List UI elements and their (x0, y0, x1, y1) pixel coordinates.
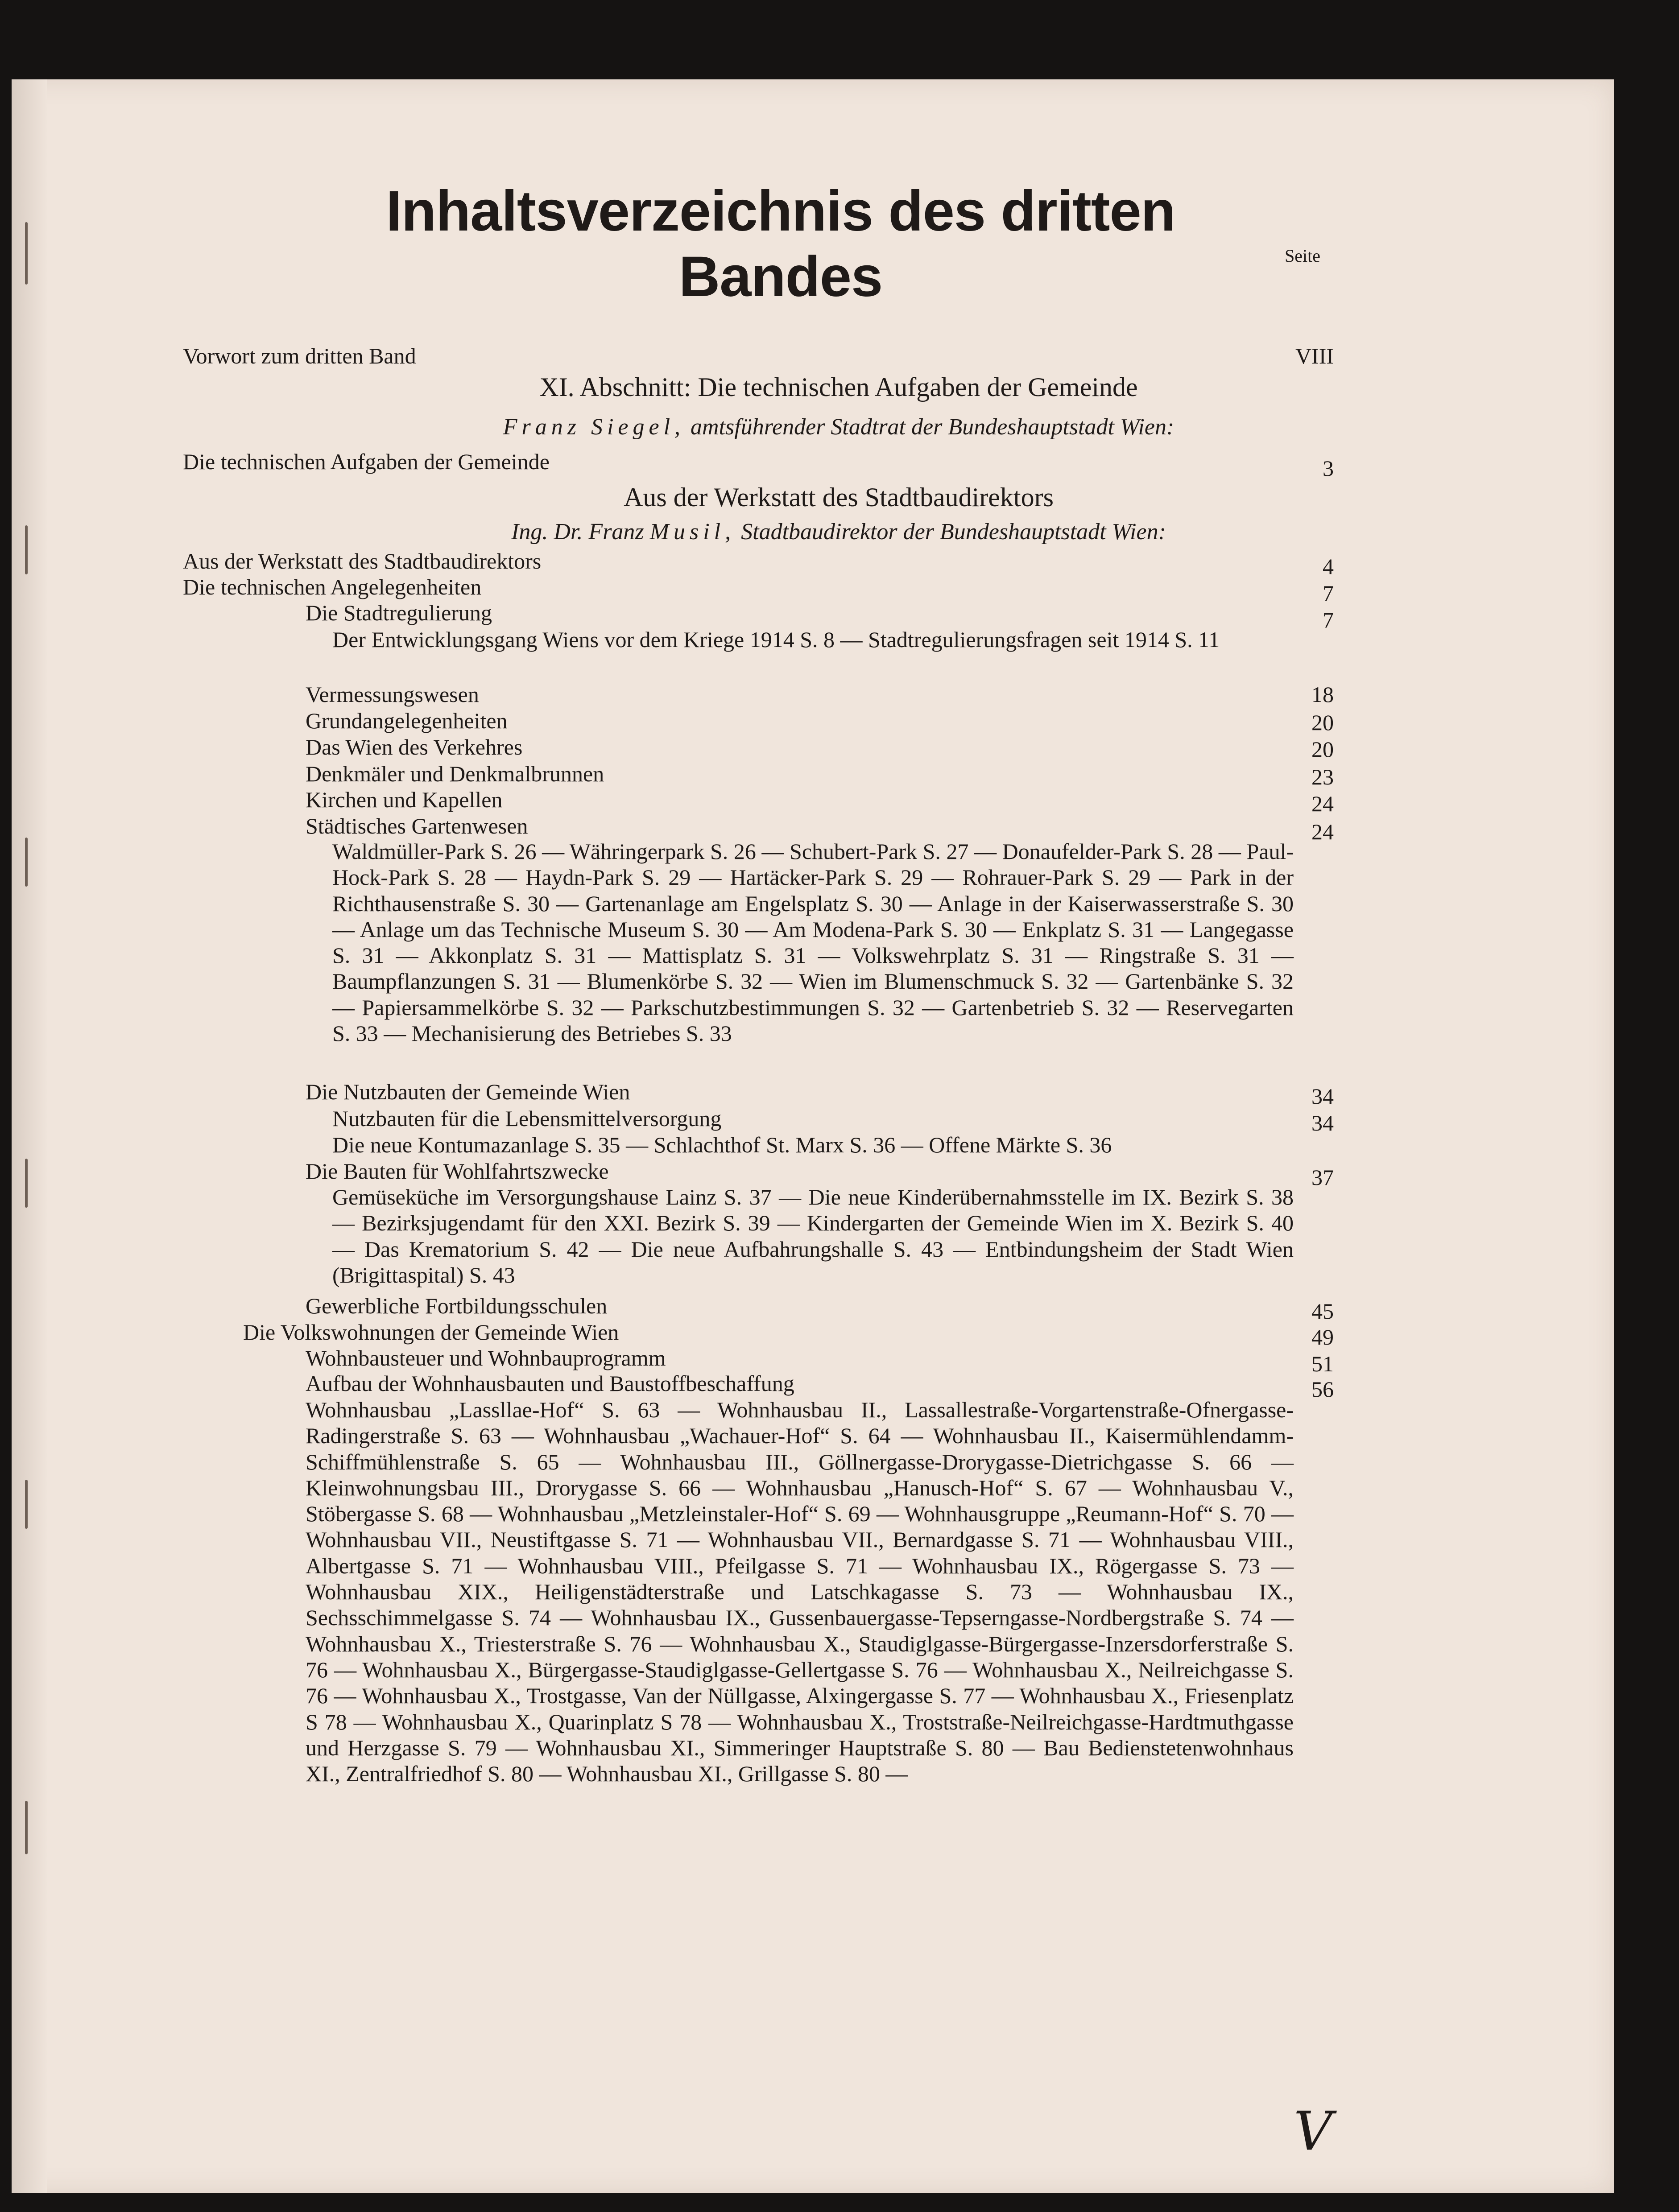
page-title: Inhaltsverzeichnis des dritten Bandes (386, 179, 1175, 309)
toc-page-number: 37 (1311, 1165, 1334, 1190)
toc-entry: Aus der Werkstatt des Stadtbaudirektors (183, 549, 542, 574)
toc-entry: Wohnbausteuer und Wohnbauprogramm (306, 1345, 666, 1370)
toc-entry: Das Wien des Verkehres (306, 735, 523, 759)
author-line-musil (170, 517, 1508, 547)
toc-detail-paragraph: Waldmüller-Park S. 26 — Währingerpark S. 26 — Schubert-Park S. 27 — Donaufelder-Park S. 28 — Paul-Hock-Park S. 28 — Haydn-Park S. 29 — Hartäcker-Park S. 29 — Rohrauer-Park S. 29 — Park in der Richthausenstraße S. 30 — Gartenanlage am Engelsplatz S. 30 — Anlage in der Kaiserwasserstraße S. 30 — Anlage um das Technische Museum S. 30 — Am Modena-Park S. 30 — Enkplatz S. 31 — Langegasse S. 31 — Akkonplatz S. 31 — Mattisplatz S. 31 — Volkswehrplatz S. 31 — Ringstraße S. 31 — Baumpflanzungen S. 31 — Blumenkörbe S. 32 — Wien im Blumenschmuck S. 32 — Gartenbänke S. 32 — Papiersammelkörbe S. 32 — Parkschutzbestimmungen S. 32 — Gartenbetrieb S. 32 — Reservegarten S. 33 — Mechanisierung des Betriebes S. 33 (332, 839, 1294, 1046)
toc-entry: Gewerbliche Fortbildungsschulen (306, 1293, 608, 1318)
toc-entry: Die technischen Aufgaben der Gemeinde (183, 449, 550, 474)
toc-page-number: 24 (1311, 819, 1334, 844)
toc-page-number: 23 (1311, 764, 1334, 789)
author-prefix: Ing. Dr. Franz (511, 519, 644, 545)
toc-detail-paragraph: Gemüseküche im Versorgungshause Lainz S. 37 — Die neue Kinderübernahmsstelle im IX. Bezirk S. 38 — Bezirksjugendamt für den XXI. Bezirk S. 39 — Kindergarten der Gemeinde Wien im X. Bezirk S. 40 — Das Krematorium S. 42 — Die neue Aufbahrungshalle S. 43 — Entbindungsheim der Stadt Wien (Brigittaspital) S. 43 (332, 1184, 1294, 1288)
toc-page-number: VIII (1295, 343, 1334, 368)
toc-entry: Städtisches Gartenwesen (306, 813, 528, 838)
toc-entry: Denkmäler und Denkmalbrunnen (306, 761, 604, 786)
page-number: V (1294, 2101, 1332, 2162)
toc-page-number: 34 (1311, 1110, 1334, 1135)
toc-entry: Aufbau der Wohnhausbauten und Baustoffbeschaffung (306, 1371, 794, 1396)
author-role: amtsführender Stadtrat der Bundeshauptstadt Wien: (691, 414, 1174, 440)
toc-entry: Vorwort zum dritten Band (183, 343, 416, 368)
toc-detail-paragraph: Wohnhausbau „Lassllae-Hof“ S. 63 — Wohnhausbau II., Lassallestraße-Vorgartenstraße-Ofnergasse-Radingerstraße S. 63 — Wohnhausbau „Wachauer-Hof“ S. 64 — Wohnhausbau II., Kaisermühlendamm-Schiffmühlenstraße S. 65 — Wohnhausbau III., Göllnergasse-Drorygasse-Dietrichgasse S. 66 — Kleinwohnungsbau III., Drorygasse S. 66 — Wohnhausbau „Hanusch-Hof“ S. 67 — Wohnhausbau V., Stöbergasse S. 68 — Wohnhausbau „Metzleinstaler-Hof“ S. 69 — Wohnhausgruppe „Reumann-Hof“ S. 70 — Wohnhausbau VII., Neustiftgasse S. 71 — Wohnhausbau VII., Bernardgasse S. 71 — Wohnhausbau VIII., Albertgasse S. 71 — Wohnhausbau VIII., Pfeilgasse S. 71 — Wohnhausbau IX., Rögergasse S. 73 — Wohnhausbau XIX., Heiligenstädterstraße und Latschkagasse S. 73 — Wohnhausbau IX., Sechsschimmelgasse S. 74 — Wohnhausbau IX., Gussenbauergasse-Tepserngasse-Nordbergstraße S. 74 — Wohnhausbau X., Triesterstraße S. 76 — Wohnhausbau X., Staudiglgasse-Bürgergasse-Inzersdorferstraße S. 76 — Wohnhausbau X., Bürgergasse-Staudiglgasse-Gellertgasse S. 76 — Wohnhausbau X., Neilreichgasse S. 76 — Wohnhausbau X., Trostgasse, Van der Nüllgasse, Alxingergasse S. 77 — Wohnhausbau X., Friesenplatz S 78 — Wohnhausbau X., Quarinplatz S 78 — Wohnhausbau X., Troststraße-Neilreichgasse-Hardtmuthgasse und Herzgasse S. 79 — Wohnhausbau XI., Simmeringer Hauptstraße S. 80 — Bau Bedienstetenwohnhaus XI., Zentralfriedhof S. 80 — Wohnhausbau XI., Grillgasse S. 80 — (306, 1397, 1294, 1787)
toc-entry: Nutzbauten für die Lebensmittelversorgung (332, 1106, 722, 1131)
toc-entry: Die Volkswohnungen der Gemeinde Wien (243, 1320, 619, 1345)
section-heading: XI. Abschnitt: Die technischen Aufgaben der Gemeinde (539, 372, 1138, 402)
toc-page-number: 45 (1311, 1299, 1334, 1324)
toc-page-number: 34 (1311, 1084, 1334, 1109)
toc-page-number: 7 (1323, 607, 1334, 632)
author-name: Musil, (649, 519, 736, 545)
toc-detail-paragraph: Der Entwicklungsgang Wiens vor dem Kriege 1914 S. 8 — Stadtregulierungsfragen seit 1914 S. 11 (332, 627, 1220, 652)
seite-label: Seite (1285, 246, 1320, 266)
toc-page-number: 56 (1311, 1377, 1334, 1402)
toc-page-number: 20 (1311, 710, 1334, 735)
toc-entry: Die technischen Angelegenheiten (183, 574, 482, 599)
author-role: Stadtbaudirektor der Bundeshauptstadt Wien: (741, 519, 1166, 545)
toc-entry: Die Nutzbauten der Gemeinde Wien (306, 1079, 630, 1104)
toc-page-number: 4 (1323, 554, 1334, 579)
toc-entry: Die Stadtregulierung (306, 600, 492, 625)
toc-entry: Grundangelegenheiten (306, 708, 508, 733)
author-name: Franz Siegel, (503, 414, 685, 440)
toc-page-number: 24 (1311, 791, 1334, 816)
toc-page-number: 51 (1311, 1351, 1334, 1376)
subsection-heading: Aus der Werkstatt des Stadtbaudirektors (624, 483, 1054, 512)
toc-page-number: 49 (1311, 1325, 1334, 1349)
toc-entry: Vermessungswesen (306, 682, 479, 707)
toc-page-number: 20 (1311, 737, 1334, 762)
toc-entry: Die neue Kontumazanlage S. 35 — Schlachthof St. Marx S. 36 — Offene Märkte S. 36 (332, 1132, 1112, 1157)
toc-page-number: 18 (1311, 682, 1334, 707)
toc-entry: Kirchen und Kapellen (306, 787, 503, 812)
toc-page-number: 3 (1323, 456, 1334, 481)
toc-page-number: 7 (1323, 581, 1334, 606)
toc-entry: Die Bauten für Wohlfahrtszwecke (306, 1159, 609, 1184)
author-line-siegel (170, 413, 1508, 442)
